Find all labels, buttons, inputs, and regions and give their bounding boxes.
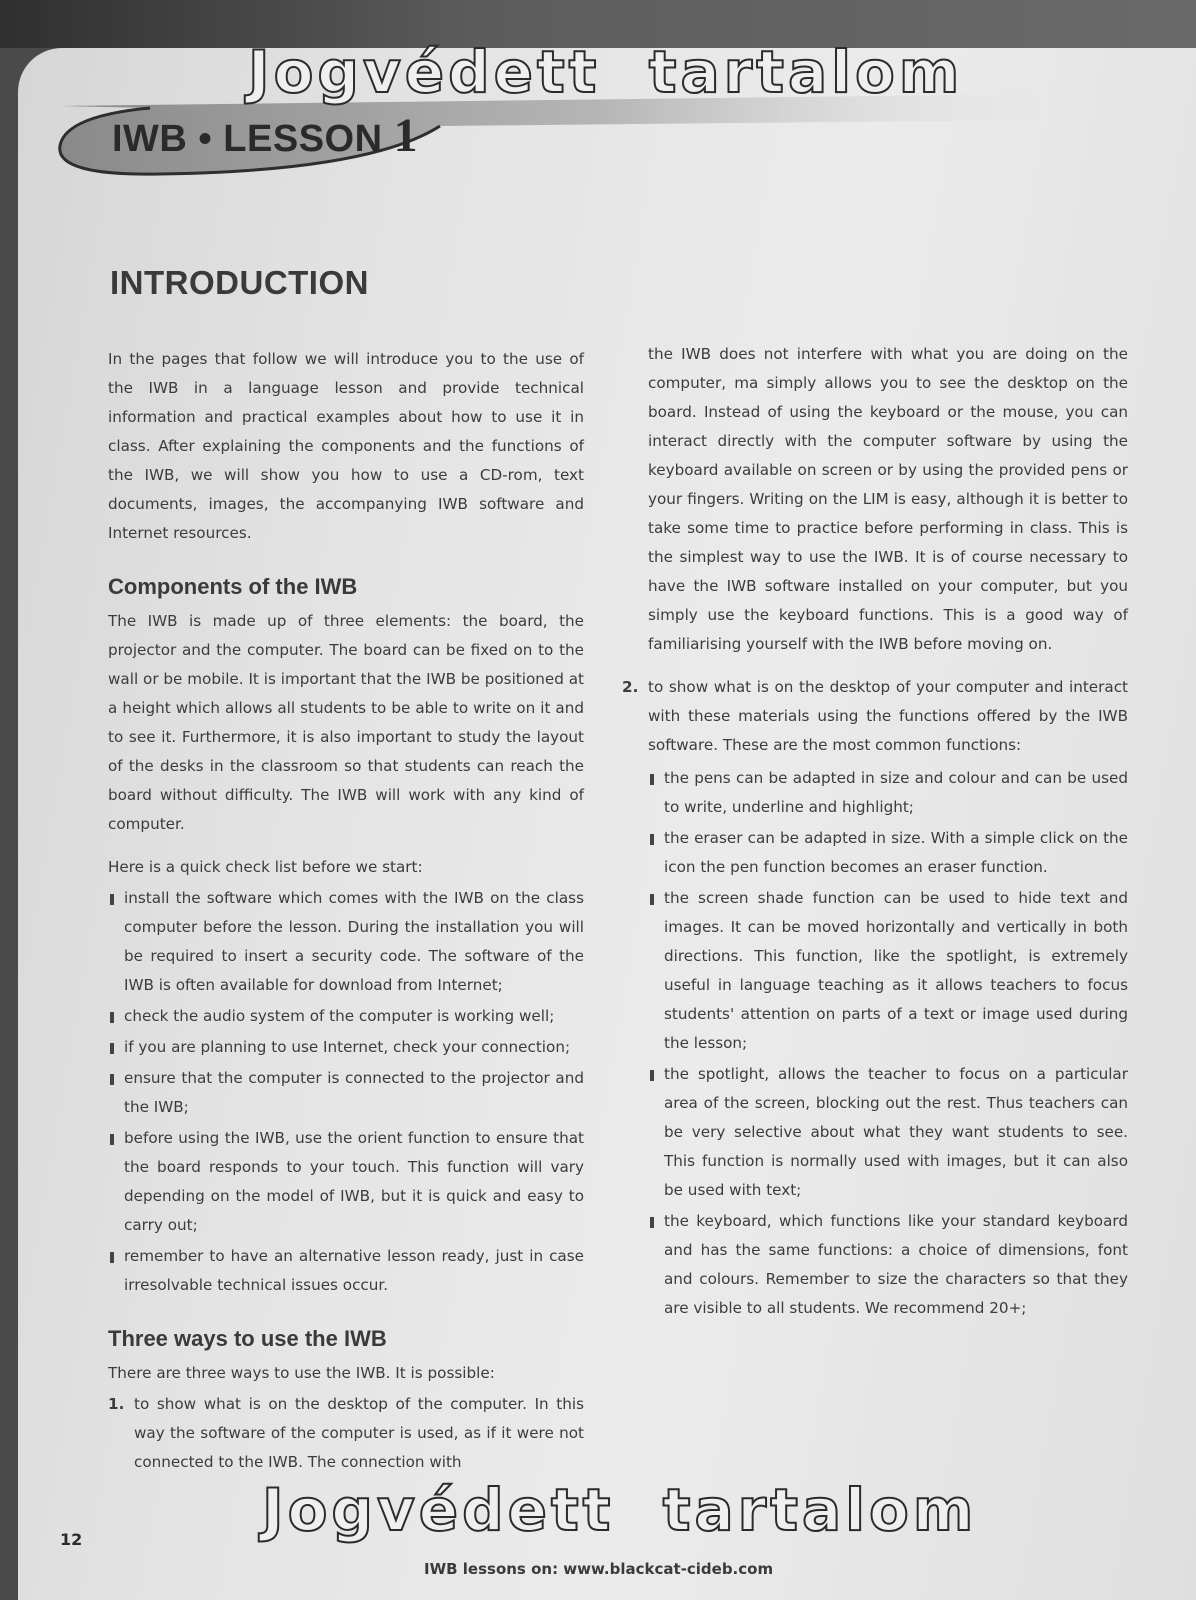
list-item: if you are planning to use Internet, check your connection; [108,1033,584,1062]
three-ways-heading: Three ways to use the IWB [108,1326,387,1351]
ways-item-1-continued: the IWB does not interfere with what you are doing on the computer, ma simply allows you to see the desktop on the board. Instead of using the keyboard or the mouse, you can interact directly with the computer software by using the keyboard available on screen or by using the provided pens or your fingers. Writing on the LIM is easy, although it is better to take some time to practice before performing in class. This is the simplest way to use the IWB. It is of course necessary to have the IWB software installed on your computer, but you simply use the keyboard functions. This is a good way of familiarising yourself with the IWB before moving on. [648,345,1128,653]
components-heading: Components of the IWB [108,574,358,599]
components-paragraph: The IWB is made up of three elements: the board, the projector and the computer. The board can be fixed on to the wall or be mobile. It is important that the IWB be positioned at a height which allows all students to be able to write on it and to see it. Furthermore, it is also important to study the layout of the desks in the classroom so that students can reach the board without difficulty. The IWB will work with any kind of computer. [108,612,584,833]
intro-paragraph: In the pages that follow we will introduce you to the use of the IWB in a language lesson and provide technical information and practical examples about how to use it in class. After explaining the components and the functions of the IWB, we will show you how to use a CD-rom, text documents, images, the accompanying IWB software and Internet resources. [108,350,584,542]
list-item: the eraser can be adapted in size. With a simple click on the icon the pen function becomes an eraser function. [648,824,1128,882]
ways-item-1-text: to show what is on the desktop of the computer. In this way the software of the computer is used, as if it were not connected to the IWB. The connection with [134,1395,584,1471]
list-item: the screen shade function can be used to hide text and images. It can be moved horizontally and vertically in both directions. This function, like the spotlight, is extremely useful in language teaching as it allows teachers to focus students' attention on parts of a text or image used during the lesson; [648,884,1128,1058]
right-column [622,340,1128,1339]
list-item: the keyboard, which functions like your standard keyboard and has the same functions: a choice of dimensions, font and colours. Remember to size the characters so that they are visible to all students. We recommend 20+; [648,1207,1128,1323]
watermark-top: Jogvédett tartalom [248,38,964,106]
list-item: the spotlight, allows the teacher to focus on a particular area of the screen, blocking out the rest. Thus teachers can be very selective about what they want students to see. This function is normally used with images, but it can also be used with text; [648,1060,1128,1205]
list-item: ensure that the computer is connected to the projector and the IWB; [108,1064,584,1122]
page-number: 12 [60,1530,83,1549]
functions-list [648,764,1128,1323]
list-item: the pens can be adapted in size and colour and can be used to write, underline and highlight; [648,764,1128,822]
checklist [108,884,584,1300]
ways-list [108,1390,584,1477]
ways-item-2 [622,673,1128,1323]
lesson-label: IWB • LESSON [112,118,383,160]
lesson-title [112,108,418,163]
list-item: install the software which comes with the IWB on the class computer before the lesson. During the installation you will be required to insert a security code. The software of the IWB is often available for download from Internet; [108,884,584,1000]
list-item: remember to have an alternative lesson ready, just in case irresolvable technical issues occur. [108,1242,584,1300]
ways-list-continued [622,673,1128,1323]
introduction-heading: INTRODUCTION [110,264,369,301]
left-column [108,345,584,1477]
ways-item-1 [108,1390,584,1477]
item-number: 1. [108,1395,125,1413]
footer-website: IWB lessons on: www.blackcat-cideb.com [424,1560,774,1578]
list-item: check the audio system of the computer is working well; [108,1002,584,1031]
watermark-bottom: Jogvédett tartalom [262,1476,978,1544]
three-ways-intro: There are three ways to use the IWB. It is possible: [108,1364,495,1382]
checklist-intro: Here is a quick check list before we start: [108,858,423,876]
list-item: before using the IWB, use the orient function to ensure that the board responds to your touch. This function will vary depending on the model of IWB, but it is quick and easy to carry out; [108,1124,584,1240]
lesson-number: 1 [393,109,419,162]
item-number: 2. [622,678,639,696]
ways-item-2-text: to show what is on the desktop of your computer and interact with these materials using the functions offered by the IWB software. These are the most common functions: [648,678,1128,754]
